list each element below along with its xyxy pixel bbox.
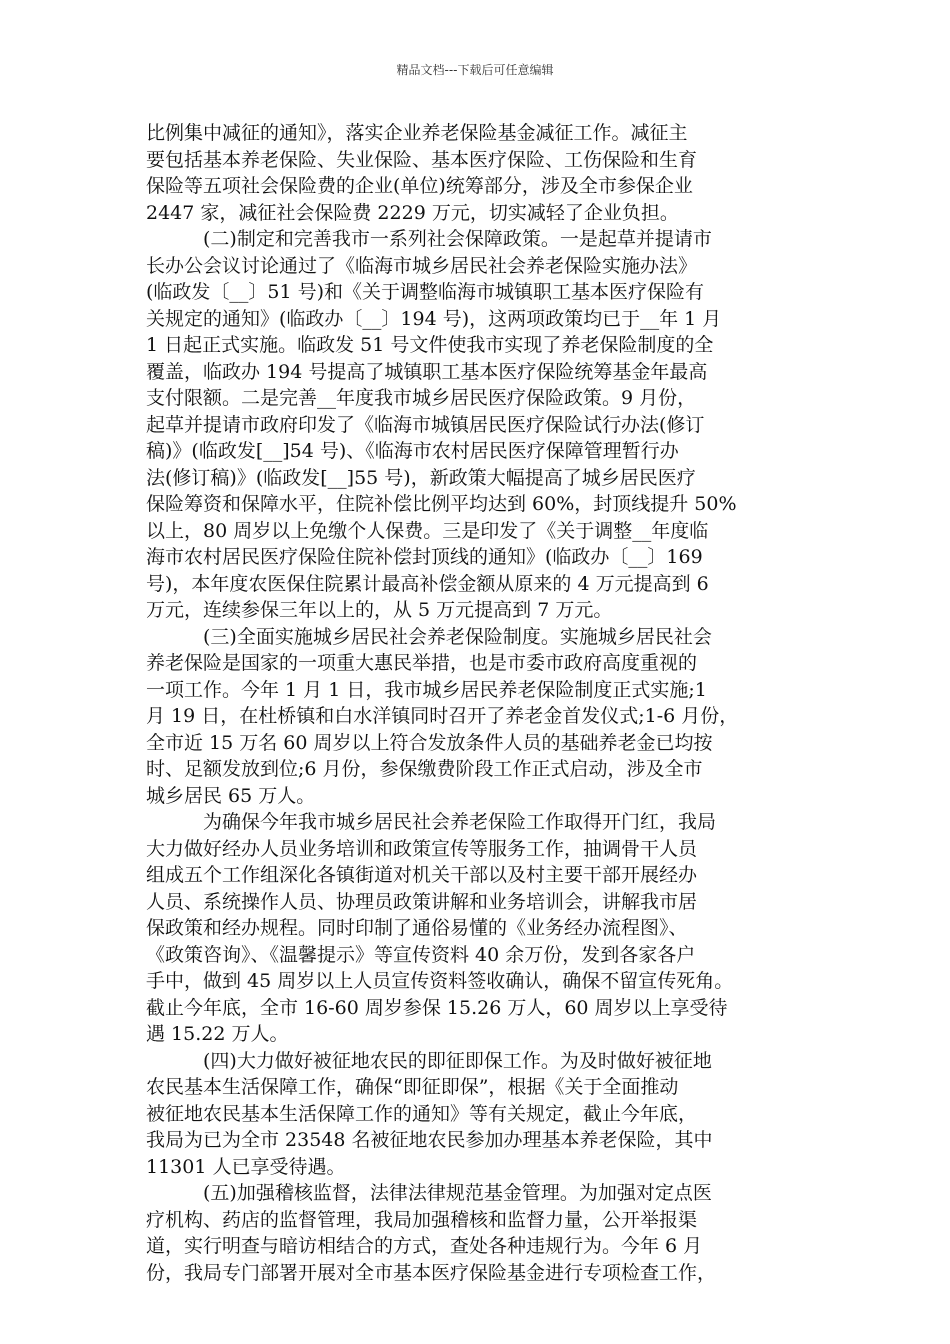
text-line: 手中，做到 45 周岁以上人员宣传资料签收确认，确保不留宣传死角。 [146, 970, 734, 992]
text-line: 法(修订稿)》(临政发[__]55 号)，新政策大幅提高了城乡居民医疗 [146, 466, 696, 489]
text-line: 被征地农民基本生活保障工作的通知》等有关规定，截止今年底， [146, 1102, 698, 1125]
text-line: 要包括基本养老保险、失业保险、基本医疗保险、工伤保险和生育 [146, 148, 698, 171]
text-line: 保险筹资和保障水平，住院补偿比例平均达到 60%，封顶线提升 50% [146, 493, 737, 515]
text-line: 2447 家，减征社会保险费 2229 万元，切实减轻了企业负担。 [146, 201, 679, 224]
text-line: 大力做好经办人员业务培训和政策宣传等服务工作，抽调骨干人员 [146, 837, 698, 860]
text-line: 长办公会议讨论通过了《临海市城乡居民社会养老保险实施办法》 [146, 254, 698, 277]
text-line: 为确保今年我市城乡居民社会养老保险工作取得开门红，我局 [203, 811, 717, 833]
text-line: 全市近 15 万名 60 周岁以上符合发放条件人员的基础养老金已均按 [146, 731, 713, 754]
text-line: 人员、系统操作人员、协理员政策讲解和业务培训会，讲解我市居 [146, 890, 698, 913]
text-line: (临政发〔__〕51 号)和《关于调整临海市城镇职工基本医疗保险有 [146, 281, 705, 303]
document-body [146, 120, 822, 1286]
text-line: 1 日起正式实施。临政发 51 号文件使我市实现了养老保险制度的全 [146, 334, 714, 356]
text-line: 道，实行明查与暗访相结合的方式，查处各种违规行为。今年 6 月 [146, 1235, 703, 1257]
text-line: (二)制定和完善我市一系列社会保障政策。一是起草并提请市 [203, 228, 712, 250]
text-line: 《政策咨询》、《温馨提示》等宣传资料 40 余万份，发到各家各户 [146, 943, 696, 966]
text-line: (五)加强稽核监督，法律法律规范基金管理。为加强对定点医 [203, 1182, 712, 1204]
page-header: 精品文档---下载后可任意编辑 [396, 63, 554, 77]
text-line: 月 19 日，在杜桥镇和白水洋镇同时召开了养老金首发仪式;1-6 月份， [146, 705, 739, 727]
text-line: 起草并提请市政府印发了《临海市城镇居民医疗保险试行办法(修订 [146, 413, 705, 436]
text-line: 疗机构、药店的监督管理，我局加强稽核和监督力量，公开举报渠 [146, 1208, 698, 1231]
text-line: 我局为已为全市 23548 名被征地农民参加办理基本养老保险，其中 [146, 1129, 713, 1151]
text-line: 保政策和经办规程。同时印制了通俗易懂的《业务经办流程图》、 [146, 917, 688, 939]
text-line: 保险等五项社会保险费的企业(单位)统筹部分，涉及全市参保企业 [146, 175, 693, 197]
text-line: 海市农村居民医疗保险住院补偿封顶线的通知》(临政办〔__〕169 [146, 546, 703, 568]
text-line: 万元，连续参保三年以上的，从 5 万元提高到 7 万元。 [146, 599, 613, 621]
text-line: 比例集中减征的通知》，落实企业养老保险基金减征工作。减征主 [146, 122, 688, 144]
text-line: 遇 15.22 万人。 [146, 1023, 289, 1045]
text-line: 以上，80 周岁以上免缴个人保费。三是印发了《关于调整__年度临 [146, 519, 709, 542]
text-line: 号)，本年度农医保住院累计最高补偿金额从原来的 4 万元提高到 6 [146, 572, 709, 595]
text-line: 支付限额。二是完善__年度我市城乡居民医疗保险政策。9 月份， [146, 387, 697, 409]
text-line: 城乡居民 65 万人。 [146, 784, 316, 807]
text-line: 一项工作。今年 1 月 1 日，我市城乡居民养老保险制度正式实施;1 [146, 678, 707, 701]
text-line: 关规定的通知》(临政办〔__〕194 号)，这两项政策均已于__年 1 月 [146, 307, 722, 330]
text-line: (四)大力做好被征地农民的即征即保工作。为及时做好被征地 [203, 1049, 712, 1072]
text-line: 农民基本生活保障工作，确保“即征即保”，根据《关于全面推动 [146, 1076, 679, 1098]
text-line: 养老保险是国家的一项重大惠民举措，也是市委市政府高度重视的 [146, 652, 698, 674]
text-line: 份，我局专门部署开展对全市基本医疗保险基金进行专项检查工作， [146, 1261, 717, 1284]
text-line: 稿)》(临政发[__]54 号)、《临海市农村居民医疗保障管理暂行办 [146, 440, 679, 462]
text-line: 截止今年底，全市 16-60 周岁参保 15.26 万人，60 周岁以上享受待 [146, 996, 728, 1019]
text-line: 时、足额发放到位;6 月份，参保缴费阶段工作正式启动，涉及全市 [146, 758, 703, 780]
text-line: 11301 人已享受待遇。 [146, 1155, 346, 1178]
text-line: 覆盖，临政办 194 号提高了城镇职工基本医疗保险统筹基金年最高 [146, 360, 708, 383]
text-line: 组成五个工作组深化各镇街道对机关干部以及村主要干部开展经办 [146, 864, 698, 886]
text-line: (三)全面实施城乡居民社会养老保险制度。实施城乡居民社会 [203, 625, 712, 648]
